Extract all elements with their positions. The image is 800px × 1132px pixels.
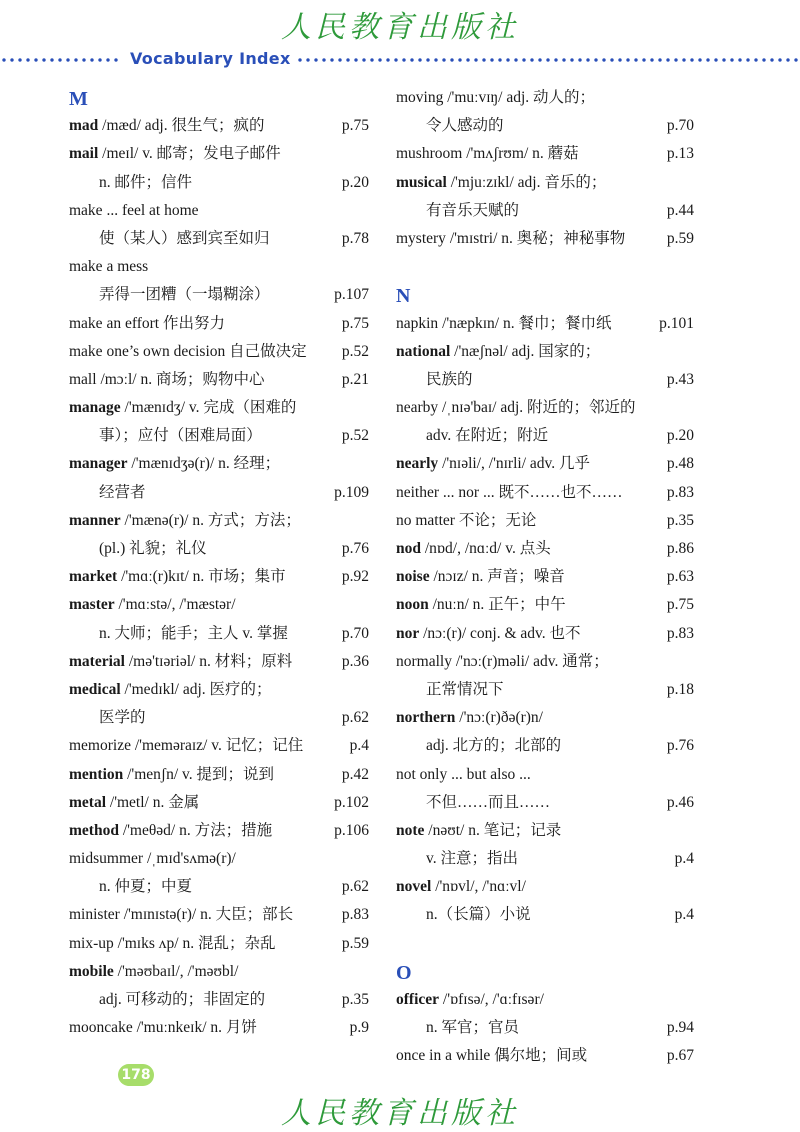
index-column-left	[69, 84, 369, 1042]
dotted-rule-right	[296, 58, 800, 62]
entry-definition: /'mænɪdʒə(r)/ n. 经理；	[127, 455, 281, 473]
entry-definition: adj. 北方的；北部的	[426, 737, 562, 755]
index-entry	[69, 732, 369, 760]
publisher-logo-top: 人民教育出版社	[281, 10, 519, 45]
entry-headword: novel	[396, 878, 432, 896]
entry-headword: mooncake	[69, 1019, 133, 1037]
entry-headword: make ... feel at home	[69, 201, 199, 219]
entry-page-ref: p.63	[666, 568, 694, 586]
index-entry	[69, 1014, 369, 1042]
entry-page-ref: p.18	[666, 680, 694, 698]
section-spacer	[396, 930, 694, 958]
entry-definition: /'medɪkl/ adj. 医疗的；	[120, 680, 272, 698]
entry-headword: manner	[69, 511, 121, 529]
entry-definition: /'mɪnɪstə(r)/ n. 大臣；部长	[119, 906, 294, 924]
entry-headword: noise	[396, 568, 430, 586]
entry-page-ref: p.78	[341, 229, 369, 247]
entry-page-ref: p.46	[666, 793, 694, 811]
entry-page-ref: p.83	[666, 483, 694, 501]
index-entry	[396, 310, 694, 338]
entry-headword: mystery	[396, 229, 446, 247]
entry-definition: /'menʃn/ v. 提到；说到	[123, 765, 274, 783]
publisher-logo-bottom: 人民教育出版社	[281, 1096, 519, 1131]
index-entry	[396, 140, 694, 168]
entry-page-ref: p.59	[341, 934, 369, 952]
entry-page-ref: p.62	[341, 709, 369, 727]
entry-page-ref: p.20	[666, 427, 694, 445]
entry-definition: adv. 在附近；附近	[426, 427, 549, 445]
index-entry	[396, 648, 694, 676]
entry-page-ref: p.107	[334, 286, 369, 304]
entry-definition: 弄得一团糟（一塌糊涂）	[99, 286, 270, 304]
index-entry	[69, 591, 369, 619]
entry-definition: /'muːvɪŋ/ adj. 动人的；	[443, 89, 596, 106]
entry-page-ref: p.35	[666, 511, 694, 529]
entry-definition: 不但……而且……	[426, 793, 551, 811]
entry-headword: officer	[396, 991, 440, 1008]
index-entry	[396, 761, 694, 789]
entry-definition: /'mjuːzɪkl/ adj. 音乐的；	[446, 173, 607, 191]
entry-page-ref: p.67	[666, 1047, 694, 1065]
entry-definition: 作出努力	[159, 314, 225, 332]
entry-page-ref: p.76	[666, 737, 694, 755]
entry-definition: /'nɔː(r)məli/ adv. 通常；	[451, 652, 609, 670]
entry-headword: normally	[396, 652, 452, 670]
section-title: Vocabulary Index	[130, 49, 291, 68]
entry-headword: national	[396, 342, 451, 360]
index-entry	[396, 817, 694, 845]
entry-continuation	[69, 535, 369, 563]
index-entry	[69, 366, 369, 394]
entry-headword: noon	[396, 596, 429, 614]
entry-continuation	[396, 901, 694, 929]
entry-page-ref: p.52	[341, 427, 369, 445]
entry-page-ref: p.21	[341, 370, 369, 388]
index-entry	[396, 1042, 694, 1070]
entry-headword: method	[69, 821, 119, 839]
entry-headword: medical	[69, 680, 121, 698]
entry-page-ref: p.101	[659, 314, 694, 332]
entry-page-ref: p.35	[341, 991, 369, 1008]
entry-definition: 正常情况下	[426, 680, 504, 698]
entry-headword: nearly	[396, 455, 439, 473]
entry-page-ref: p.102	[334, 793, 369, 811]
entry-definition: /meɪl/ v. 邮寄；发电子邮件	[98, 145, 281, 163]
index-entry	[396, 225, 694, 253]
entry-continuation	[69, 479, 369, 507]
entry-headword: once in a while	[396, 1047, 491, 1065]
entry-page-ref: p.48	[666, 455, 694, 473]
index-entry	[396, 169, 694, 197]
entry-page-ref: p.83	[666, 624, 694, 642]
entry-page-ref: p.70	[666, 117, 694, 135]
entry-headword: napkin	[396, 314, 439, 332]
entry-headword: mall	[69, 370, 97, 388]
entry-continuation	[396, 789, 694, 817]
index-entry	[69, 676, 369, 704]
entry-definition: /'nɔː(r)ðə(r)n/	[455, 709, 543, 727]
entry-definition: /'meθəd/ n. 方法；措施	[118, 821, 273, 839]
entry-page-ref: p.70	[341, 624, 369, 642]
entry-headword: mail	[69, 145, 99, 163]
entry-definition: /'məʊbaɪl/, /'məʊbl/	[113, 962, 239, 980]
entry-definition: /'næpkɪn/ n. 餐巾；餐巾纸	[438, 314, 612, 332]
entry-continuation	[396, 732, 694, 760]
index-entry	[69, 394, 369, 422]
entry-continuation	[69, 986, 369, 1014]
entry-page-ref: p.13	[666, 145, 694, 163]
entry-definition: n. 仲夏；中夏	[99, 878, 193, 896]
index-entry	[69, 648, 369, 676]
entry-definition: /mɔːl/ n. 商场；购物中心	[96, 370, 265, 388]
entry-page-ref: p.94	[666, 1019, 694, 1037]
entry-definition: /nuːn/ n. 正午；中午	[428, 596, 566, 614]
index-entry	[69, 112, 369, 140]
entry-definition: /'mɑːstə/, /'mæstər/	[114, 596, 236, 614]
index-entry	[396, 507, 694, 535]
entry-headword: neither ... nor ...	[396, 483, 495, 501]
entry-headword: note	[396, 821, 425, 839]
entry-headword: minister	[69, 906, 120, 924]
entry-definition: 不论；无论	[454, 511, 537, 529]
entry-definition: /nɒd/, /nɑːd/ v. 点头	[421, 540, 551, 557]
entry-continuation	[396, 197, 694, 225]
entry-definition: (pl.) 礼貌；礼仪	[99, 540, 207, 557]
entry-page-ref: p.86	[666, 540, 694, 557]
entry-page-ref: p.42	[341, 765, 369, 783]
entry-definition: /'metl/ n. 金属	[106, 793, 200, 811]
entry-definition: /'meməraɪz/ v. 记忆；记住	[130, 737, 304, 755]
entry-page-ref: p.4	[674, 850, 694, 868]
index-column-right	[396, 84, 694, 1071]
entry-headword: midsummer	[69, 850, 144, 868]
index-entry	[396, 620, 694, 648]
entry-definition: /'mɑː(r)kɪt/ n. 市场；集市	[117, 568, 286, 586]
entry-definition: n. 军官；官员	[426, 1019, 520, 1037]
entry-definition: /'mænɪdʒ/ v. 完成（困难的	[120, 399, 297, 417]
entry-page-ref: p.75	[341, 314, 369, 332]
entry-page-ref: p.62	[341, 878, 369, 896]
entry-page-ref: p.76	[341, 540, 369, 557]
index-letter-heading: N	[396, 285, 411, 308]
entry-definition: 事）；应付（困难局面）	[99, 427, 262, 445]
entry-page-ref: p.52	[341, 342, 369, 360]
entry-definition: /'ɒfɪsə/, /'ɑːfɪsər/	[439, 991, 544, 1008]
entry-continuation	[69, 620, 369, 648]
entry-page-ref: p.106	[334, 821, 369, 839]
entry-definition: 自己做决定	[225, 342, 307, 360]
entry-page-ref: p.75	[666, 596, 694, 614]
entry-definition: 经营者	[99, 483, 146, 501]
index-letter-heading: M	[69, 88, 88, 110]
entry-definition: /ˌmɪd'sʌmə(r)/	[143, 850, 236, 868]
entry-definition: adj. 可移动的；非固定的	[99, 991, 266, 1008]
entry-definition: 民族的	[426, 370, 473, 388]
entry-definition: /mə'tɪəriəl/ n. 材料；原料	[124, 652, 293, 670]
index-entry	[69, 310, 369, 338]
entry-definition: 使（某人）感到宾至如归	[99, 229, 270, 247]
entry-page-ref: p.43	[666, 370, 694, 388]
entry-page-ref: p.109	[334, 483, 369, 501]
index-entry	[396, 450, 694, 478]
entry-headword: make one’s own decision	[69, 342, 226, 360]
entry-headword: metal	[69, 793, 107, 811]
index-entry	[396, 479, 694, 507]
entry-headword: no matter	[396, 511, 455, 529]
index-entry	[69, 563, 369, 591]
index-entry	[396, 704, 694, 732]
index-entry	[69, 197, 369, 225]
entry-definition: /ˌnɪə'baɪ/ adj. 附近的；邻近的	[438, 399, 636, 417]
entry-continuation	[396, 112, 694, 140]
entry-headword: nor	[396, 624, 420, 642]
entry-headword: mention	[69, 765, 124, 783]
index-entry	[69, 338, 369, 366]
entry-headword: make an effort	[69, 314, 160, 332]
page-number-badge: 178	[118, 1064, 154, 1086]
index-entry	[396, 591, 694, 619]
index-entry	[69, 253, 369, 281]
entry-definition: /'muːnkeɪk/ n. 月饼	[132, 1019, 257, 1037]
entry-headword: market	[69, 568, 118, 586]
entry-page-ref: p.75	[341, 117, 369, 135]
entry-definition: /mæd/ adj. 很生气；疯的	[98, 117, 265, 135]
entry-page-ref: p.92	[341, 568, 369, 586]
index-entry	[69, 958, 369, 986]
entry-headword: master	[69, 596, 115, 614]
section-spacer	[396, 253, 694, 281]
entry-definition: /nɔɪz/ n. 声音；噪音	[429, 568, 565, 586]
entry-continuation	[69, 225, 369, 253]
entry-definition: /'mɪstri/ n. 奥秘；神秘事物	[445, 229, 626, 247]
index-entry	[69, 761, 369, 789]
section-header	[0, 46, 800, 72]
index-entry	[396, 84, 694, 112]
entry-page-ref: p.20	[341, 173, 369, 191]
entry-headword: nod	[396, 540, 421, 557]
dotted-rule-left	[0, 58, 122, 62]
entry-definition: /nəʊt/ n. 笔记；记录	[424, 821, 562, 839]
entry-headword: nearby	[396, 399, 439, 417]
index-entry	[396, 394, 694, 422]
entry-headword: northern	[396, 709, 456, 727]
index-entry	[69, 789, 369, 817]
entry-definition: /'mɪks ʌp/ n. 混乱；杂乱	[113, 934, 276, 952]
entry-continuation	[396, 676, 694, 704]
entry-headword: mad	[69, 117, 99, 135]
entry-page-ref: p.44	[666, 201, 694, 219]
entry-definition: 偶尔地；间或	[490, 1047, 588, 1065]
index-entry	[396, 873, 694, 901]
index-entry	[69, 817, 369, 845]
entry-page-ref: p.59	[666, 229, 694, 247]
entry-headword: mix-up	[69, 934, 114, 952]
entry-definition: /nɔː(r)/ conj. & adv. 也不	[419, 624, 581, 642]
entry-definition: /'nɒvl/, /'nɑːvl/	[431, 878, 526, 896]
entry-headword: manager	[69, 455, 128, 473]
entry-definition: n. 大师；能手；主人 v. 掌握	[99, 624, 288, 642]
entry-headword: mobile	[69, 962, 114, 980]
entry-headword: mushroom	[396, 145, 463, 163]
entry-definition: 医学的	[99, 709, 146, 727]
entry-headword: manage	[69, 399, 121, 417]
index-letter-heading: O	[396, 961, 412, 984]
entry-definition: 有音乐天赋的	[426, 201, 520, 219]
entry-headword: musical	[396, 173, 447, 191]
entry-continuation	[396, 422, 694, 450]
entry-continuation	[69, 169, 369, 197]
entry-continuation	[396, 845, 694, 873]
entry-definition: /'nɪəli/, /'nɪrli/ adv. 几乎	[438, 455, 591, 473]
entry-page-ref: p.4	[349, 737, 369, 755]
entry-continuation	[396, 366, 694, 394]
entry-continuation	[69, 873, 369, 901]
entry-continuation	[69, 422, 369, 450]
entry-page-ref: p.4	[674, 906, 694, 924]
entry-definition: /'mænə(r)/ n. 方式；方法；	[120, 511, 301, 529]
index-entry	[69, 450, 369, 478]
index-entry	[69, 930, 369, 958]
entry-definition: /'næʃnəl/ adj. 国家的；	[450, 342, 601, 360]
entry-continuation	[69, 281, 369, 309]
entry-definition: 既不……也不……	[494, 483, 623, 501]
index-entry	[69, 140, 369, 168]
entry-headword: not only ... but also ...	[396, 765, 531, 783]
index-entry	[396, 986, 694, 1014]
index-entry	[69, 507, 369, 535]
entry-definition: n. 邮件；信件	[99, 173, 193, 191]
entry-continuation	[69, 704, 369, 732]
entry-headword: memorize	[69, 737, 131, 755]
entry-definition: 令人感动的	[426, 117, 504, 135]
entry-definition: v. 注意；指出	[426, 850, 518, 868]
entry-headword: make a mess	[69, 258, 149, 276]
entry-definition: /'mʌʃrʊm/ n. 蘑菇	[462, 145, 579, 163]
entry-page-ref: p.36	[341, 652, 369, 670]
index-entry	[396, 535, 694, 563]
entry-page-ref: p.83	[341, 906, 369, 924]
entry-continuation	[396, 1014, 694, 1042]
index-entry	[396, 563, 694, 591]
entry-definition: n.（长篇）小说	[426, 906, 531, 924]
entry-page-ref: p.9	[349, 1019, 369, 1037]
entry-headword: moving	[396, 89, 444, 106]
entry-headword: material	[69, 652, 125, 670]
index-entry	[69, 901, 369, 929]
index-entry	[396, 338, 694, 366]
index-entry	[69, 845, 369, 873]
